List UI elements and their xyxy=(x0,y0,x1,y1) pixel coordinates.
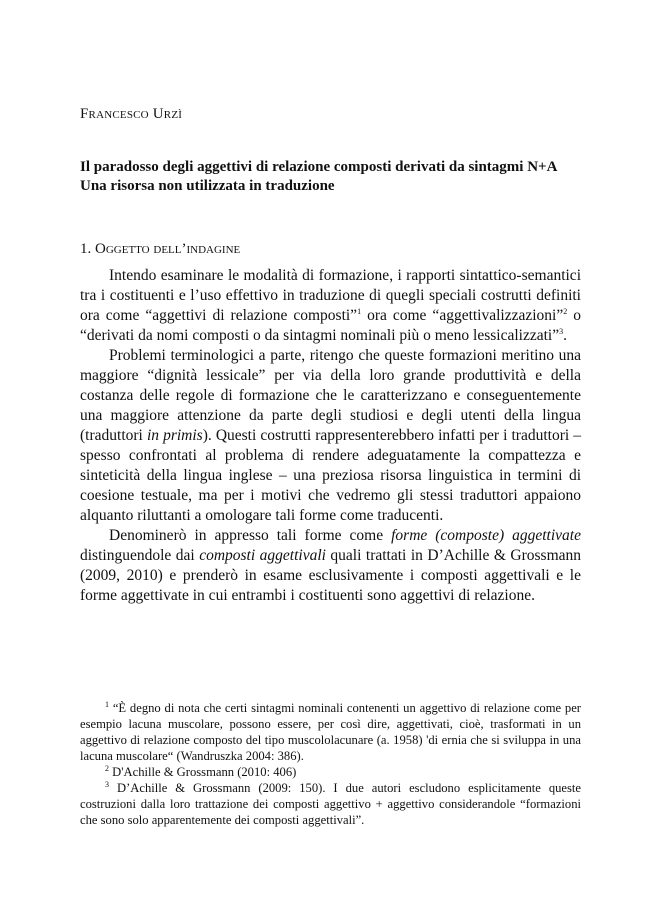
paragraph-3: Denominerò in appresso tali forme come forme (composte) aggettivate distinguendole dai composti aggettivali quali trattati in D’Achille & Grossmann (2009, 2010) e prenderò in esame esclusivamente i composti aggettivali e le forme aggettivate in cui entrambi i costituenti sono aggettivi di relazione. xyxy=(80,527,582,604)
title-line-2: Una risorsa non utilizzata in traduzione xyxy=(80,178,335,194)
paragraph-1: Intendo esaminare le modalità di formazione, i rapporti sintattico-semantici tra i costituenti e l’uso effettivo in traduzione di quegli speciali costrutti definiti ora come “aggettivi di relazione composti”$^1$ ora come “aggettivalizzazioni”$^2$ o “derivati da nomi composti o da sintagmi nominali più o meno lessicalizzati”$^3$. xyxy=(80,267,582,344)
paper-title xyxy=(80,158,580,196)
footnote-number: 2 xyxy=(105,763,109,773)
footnote-number: 3 xyxy=(105,779,109,789)
footnote-ref-1[interactable]: 1 xyxy=(357,306,362,316)
body-text xyxy=(80,266,581,606)
title-line-1: Il paradosso degli aggettivi di relazione composti derivati da sintagmi N+A xyxy=(80,159,558,175)
footnote-ref-3[interactable]: 3 xyxy=(559,326,564,336)
paragraph-2: Problemi terminologici a parte, ritengo che queste formazioni meritino una maggiore “dignità lessicale” per via della loro grande produttività e della costanza delle regole di formazione che le caratterizzano e conseguentemente una maggiore attenzione da parte degli studiosi e degli utenti della lingua (traduttori in primis). Questi costrutti rappresenterebbero infatti per i traduttori – spesso confrontati al problema di rendere adeguatamente la compattezza e sinteticità della lingua inglese – una preziosa risorsa linguistica in termini di coesione testuale, ma per i motivi che vedremo gli stessi traduttori appaiono alquanto riluttanti a omologare tali forme come traducenti. xyxy=(80,347,581,524)
italic-term: in primis xyxy=(146,427,203,444)
footnotes xyxy=(80,700,581,828)
italic-term: composti aggettivali xyxy=(199,547,326,564)
footnote-ref-2[interactable]: 2 xyxy=(563,306,568,316)
footnote-3: $^3$ D’Achille & Grossmann (2009: 150). I due autori escludono esplicitamente queste costruzioni dalla loro trattazione dei composti aggettivo + aggettivo considerandole “formazioni che sono solo apparentemente dei composti aggettivali”. xyxy=(80,779,581,827)
footnote-2: $^2$ D'Achille & Grossmann (2010: 406) xyxy=(105,763,297,779)
italic-term: forme (composte) aggettivate xyxy=(391,527,581,544)
author-name: Francesco Urzì xyxy=(80,106,183,122)
footnote-number: 1 xyxy=(105,699,109,709)
section-heading: 1. Oggetto dell’indagine xyxy=(80,241,241,257)
footnote-1: $^1$ “È degno di nota che certi sintagmi nominali contenenti un aggettivo di relazione come per esempio lacuna muscolare, possono essere, per così dire, aggettivati, cioè, trasformati in un aggettivo di relazione composto del tipo muscololacunare (a. 1958) 'di ernia che si sviluppa in una lacuna muscolare“ (Wandruszka 2004: 386). xyxy=(80,699,581,763)
